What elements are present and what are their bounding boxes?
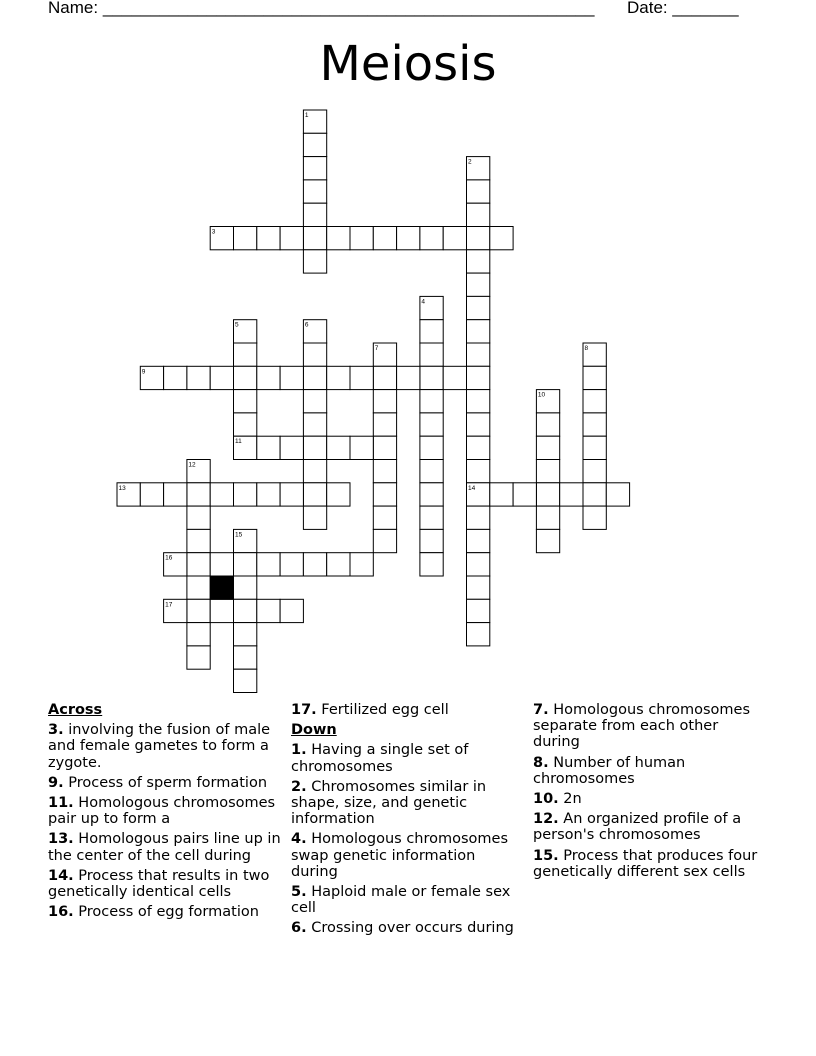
grid-cell[interactable]: [467, 623, 490, 646]
clue-text: Process of sperm formation: [63, 774, 268, 791]
page-title: Meiosis: [319, 36, 497, 92]
grid-cell[interactable]: [187, 576, 210, 599]
grid-cell[interactable]: [373, 366, 396, 389]
clue: [533, 702, 768, 751]
grid-cell[interactable]: [327, 483, 350, 506]
grid-cell[interactable]: [234, 227, 257, 250]
grid-cell[interactable]: [164, 483, 187, 506]
clue-text: Fertilized egg cell: [316, 702, 449, 718]
grid-cell[interactable]: [467, 366, 490, 389]
clue: [291, 920, 526, 936]
grid-cell[interactable]: [234, 599, 257, 622]
grid-cell[interactable]: [303, 203, 326, 226]
grid-cell[interactable]: [467, 436, 490, 459]
cell-number: 1: [304, 112, 309, 119]
grid-cell[interactable]: [420, 227, 443, 250]
grid-cell[interactable]: [257, 227, 280, 250]
clue-text: Homologous chromosomes pair up to form a: [48, 795, 276, 828]
grid-cell[interactable]: [606, 483, 629, 506]
grid-cell[interactable]: [327, 227, 350, 250]
grid-cell[interactable]: [350, 227, 373, 250]
clue-text: Chromosomes similar in shape, size, and genetic information: [291, 778, 487, 828]
grid-cell[interactable]: [280, 436, 303, 459]
across-clue-list: [48, 722, 283, 920]
clue-number: 15.: [533, 847, 559, 864]
clues-column-1: [48, 702, 283, 924]
clue-number: 6.: [291, 920, 307, 937]
clue-number: 14.: [48, 867, 74, 884]
grid-cell[interactable]: [583, 366, 606, 389]
name-label: Name:: [48, 0, 99, 17]
grid-cell[interactable]: [373, 413, 396, 436]
grid-cell[interactable]: [420, 343, 443, 366]
grid-cell[interactable]: [373, 529, 396, 552]
grid-cell[interactable]: [303, 506, 326, 529]
grid-cell[interactable]: [536, 529, 559, 552]
cell-number: 13: [118, 484, 126, 492]
grid-cell[interactable]: [187, 623, 210, 646]
grid-cell[interactable]: [234, 669, 257, 692]
clue: [291, 831, 526, 880]
cell-number: 5: [235, 321, 239, 329]
grid-cell[interactable]: [187, 646, 210, 669]
clue-number: 1.: [291, 742, 307, 759]
grid-cell[interactable]: [467, 273, 490, 296]
grid-cell[interactable]: [373, 460, 396, 483]
cell-number: 4: [421, 298, 426, 306]
cell-number: 3: [211, 228, 216, 236]
grid-cell[interactable]: [420, 436, 443, 459]
grid-cell[interactable]: [420, 320, 443, 343]
grid-cell[interactable]: [467, 296, 490, 319]
clue: [533, 811, 768, 843]
grid-cell[interactable]: [187, 366, 210, 389]
grid-cell[interactable]: [350, 366, 373, 389]
grid-cell[interactable]: [536, 483, 559, 506]
grid-cell[interactable]: [234, 413, 257, 436]
clue: [48, 775, 283, 791]
clue-text: Homologous chromosomes separate from each other during: [533, 702, 751, 751]
grid-cell[interactable]: [303, 180, 326, 203]
cell-number: 12: [188, 461, 196, 469]
grid-cell[interactable]: [280, 227, 303, 250]
grid-cell[interactable]: [467, 343, 490, 366]
grid-cell[interactable]: [280, 553, 303, 576]
cell-number: 9: [141, 368, 146, 376]
down-heading: Down: [291, 722, 337, 739]
grid-cell[interactable]: [234, 483, 257, 506]
grid-cell[interactable]: [583, 506, 606, 529]
grid-cell[interactable]: [350, 553, 373, 576]
grid-cell[interactable]: [397, 366, 420, 389]
clue-number: 13.: [48, 831, 74, 848]
clue-text: Haploid male or female sex cell: [291, 884, 511, 917]
grid-cell[interactable]: [490, 483, 513, 506]
clue-text: involving the fusion of male and female gametes to form a zygote.: [48, 722, 271, 771]
grid-cell[interactable]: [467, 553, 490, 576]
down-clue-list: [291, 742, 526, 936]
grid-cell[interactable]: [467, 180, 490, 203]
grid-cell[interactable]: [420, 483, 443, 506]
grid-cell[interactable]: [467, 203, 490, 226]
grid-cell[interactable]: [234, 553, 257, 576]
date-label: Date:: [627, 0, 668, 17]
grid-cell[interactable]: [373, 436, 396, 459]
grid-cell[interactable]: [280, 599, 303, 622]
grid-cell[interactable]: [257, 599, 280, 622]
grid-cell[interactable]: [467, 390, 490, 413]
clue-text: 2n: [558, 791, 582, 808]
clue: [533, 755, 768, 787]
grid-cell[interactable]: [350, 436, 373, 459]
cell-number: 6: [304, 321, 309, 329]
clue: [48, 795, 283, 827]
clue: [291, 742, 526, 774]
grid-cell[interactable]: [187, 599, 210, 622]
grid-cell[interactable]: [373, 227, 396, 250]
grid-cell[interactable]: [140, 483, 163, 506]
clue-number: 9.: [48, 774, 64, 791]
grid-cell[interactable]: [490, 227, 513, 250]
clue: [48, 722, 283, 771]
cell-number: 2: [468, 158, 472, 166]
grid-cell[interactable]: [234, 646, 257, 669]
across-heading: Across: [48, 702, 103, 718]
grid-cell[interactable]: [303, 133, 326, 156]
grid-cell[interactable]: [187, 553, 210, 576]
clue: [291, 884, 526, 916]
clue-text: Process that results in two genetically identical cells: [48, 867, 270, 901]
grid-cell[interactable]: [467, 250, 490, 273]
grid-cell[interactable]: [210, 553, 233, 576]
grid-cell[interactable]: [280, 366, 303, 389]
clue-text: Process of egg formation: [73, 904, 259, 921]
grid-cell[interactable]: [303, 250, 326, 273]
grid-cell[interactable]: [327, 436, 350, 459]
cell-number: 11: [235, 438, 242, 446]
clue-text: Process that produces four genetically different sex cells: [533, 847, 758, 880]
date-blank[interactable]: _______: [672, 0, 739, 17]
grid-cell[interactable]: [536, 436, 559, 459]
grid-cell[interactable]: [210, 366, 233, 389]
cell-number: 15: [235, 531, 243, 539]
grid-cell[interactable]: [420, 390, 443, 413]
clue-number: 11.: [48, 795, 74, 812]
grid-cell[interactable]: [467, 599, 490, 622]
grid-cell[interactable]: [187, 483, 210, 506]
grid-cell[interactable]: [420, 366, 443, 389]
grid-cell[interactable]: [303, 343, 326, 366]
grid-cell[interactable]: [303, 483, 326, 506]
clue-number: 4.: [291, 831, 307, 848]
grid-cell[interactable]: [536, 460, 559, 483]
grid-cell[interactable]: [583, 460, 606, 483]
clue-number: 17.: [291, 702, 317, 718]
down-clue-list-continued: [533, 702, 768, 880]
grid-cell[interactable]: [303, 157, 326, 180]
cell-number: 8: [584, 345, 589, 352]
grid-cell[interactable]: [303, 227, 326, 250]
grid-cell[interactable]: [513, 483, 536, 506]
grid-cell[interactable]: [303, 413, 326, 436]
grid-cell[interactable]: [187, 529, 210, 552]
grid-cell[interactable]: [420, 553, 443, 576]
grid-block: [210, 576, 233, 599]
grid-cell[interactable]: [280, 483, 303, 506]
grid-cell[interactable]: [234, 366, 257, 389]
grid-cell[interactable]: [467, 506, 490, 529]
grid-cell[interactable]: [257, 436, 280, 459]
across-clue-list-continued: [291, 702, 526, 718]
grid-cell[interactable]: [420, 460, 443, 483]
grid-cell[interactable]: [583, 413, 606, 436]
grid-cell[interactable]: [257, 553, 280, 576]
clue: [533, 791, 768, 807]
grid-cell[interactable]: [327, 366, 350, 389]
clue-number: 16.: [48, 904, 74, 921]
grid-cell[interactable]: [210, 599, 233, 622]
grid-cell[interactable]: [397, 227, 420, 250]
clue-number: 5.: [291, 884, 307, 901]
clue: [533, 848, 768, 880]
cell-number: 7: [374, 345, 379, 352]
clue-number: 3.: [48, 722, 64, 739]
clue: [291, 702, 526, 718]
clue-number: 8.: [533, 754, 549, 771]
clue-number: 2.: [291, 778, 307, 795]
grid-cell[interactable]: [420, 529, 443, 552]
clue-text: An organized profile of a person's chromosomes: [533, 811, 742, 844]
grid-cell[interactable]: [210, 483, 233, 506]
grid-cell[interactable]: [234, 623, 257, 646]
grid-cell[interactable]: [303, 390, 326, 413]
clue-number: 12.: [533, 811, 559, 828]
clue: [291, 779, 526, 828]
grid-cell[interactable]: [467, 460, 490, 483]
grid-cell[interactable]: [536, 506, 559, 529]
grid-cell[interactable]: [373, 506, 396, 529]
grid-cell[interactable]: [164, 366, 187, 389]
grid-cell[interactable]: [467, 320, 490, 343]
grid-cell[interactable]: [373, 390, 396, 413]
grid-cell[interactable]: [373, 483, 396, 506]
clue: [48, 868, 283, 900]
grid-cell[interactable]: [420, 506, 443, 529]
clue-text: Homologous chromosomes swap genetic information during: [291, 831, 509, 880]
grid-cell[interactable]: [443, 366, 466, 389]
cell-number: 17: [165, 601, 173, 609]
grid-cell[interactable]: [467, 529, 490, 552]
grid-cell[interactable]: [467, 413, 490, 436]
grid-cell[interactable]: [303, 460, 326, 483]
name-blank[interactable]: ____________________________________________________: [102, 0, 595, 17]
grid-cell[interactable]: [257, 366, 280, 389]
clue-number: 10.: [533, 791, 559, 808]
clue-text: Number of human chromosomes: [533, 754, 686, 787]
grid-cell[interactable]: [234, 576, 257, 599]
grid-cell[interactable]: [420, 413, 443, 436]
cell-number: 14: [468, 484, 476, 492]
clues-column-2: [291, 702, 526, 941]
clue-number: 7.: [533, 702, 549, 718]
grid-cell[interactable]: [583, 390, 606, 413]
clue: [48, 904, 283, 920]
grid-cell[interactable]: [583, 436, 606, 459]
grid-cell[interactable]: [187, 506, 210, 529]
clue-text: Having a single set of chromosomes: [291, 742, 469, 775]
clue-text: Crossing over occurs during: [306, 920, 514, 937]
grid-cell[interactable]: [257, 483, 280, 506]
clue-text: Homologous pairs line up in the center of the cell during: [48, 831, 281, 864]
grid-cell[interactable]: [234, 390, 257, 413]
grid-cell[interactable]: [467, 576, 490, 599]
grid-cell[interactable]: [234, 343, 257, 366]
grid-cell[interactable]: [536, 413, 559, 436]
grid-cell[interactable]: [303, 553, 326, 576]
grid-cell[interactable]: [303, 436, 326, 459]
grid-cell[interactable]: [327, 553, 350, 576]
clue: [48, 831, 283, 863]
clues-column-3: [533, 702, 768, 884]
grid-cell[interactable]: [303, 366, 326, 389]
grid-cell[interactable]: [467, 227, 490, 250]
cell-number: 10: [537, 391, 546, 399]
grid-cell[interactable]: [583, 483, 606, 506]
grid-cell[interactable]: [560, 483, 583, 506]
cell-number: 16: [165, 554, 173, 562]
grid-cell[interactable]: [443, 227, 466, 250]
